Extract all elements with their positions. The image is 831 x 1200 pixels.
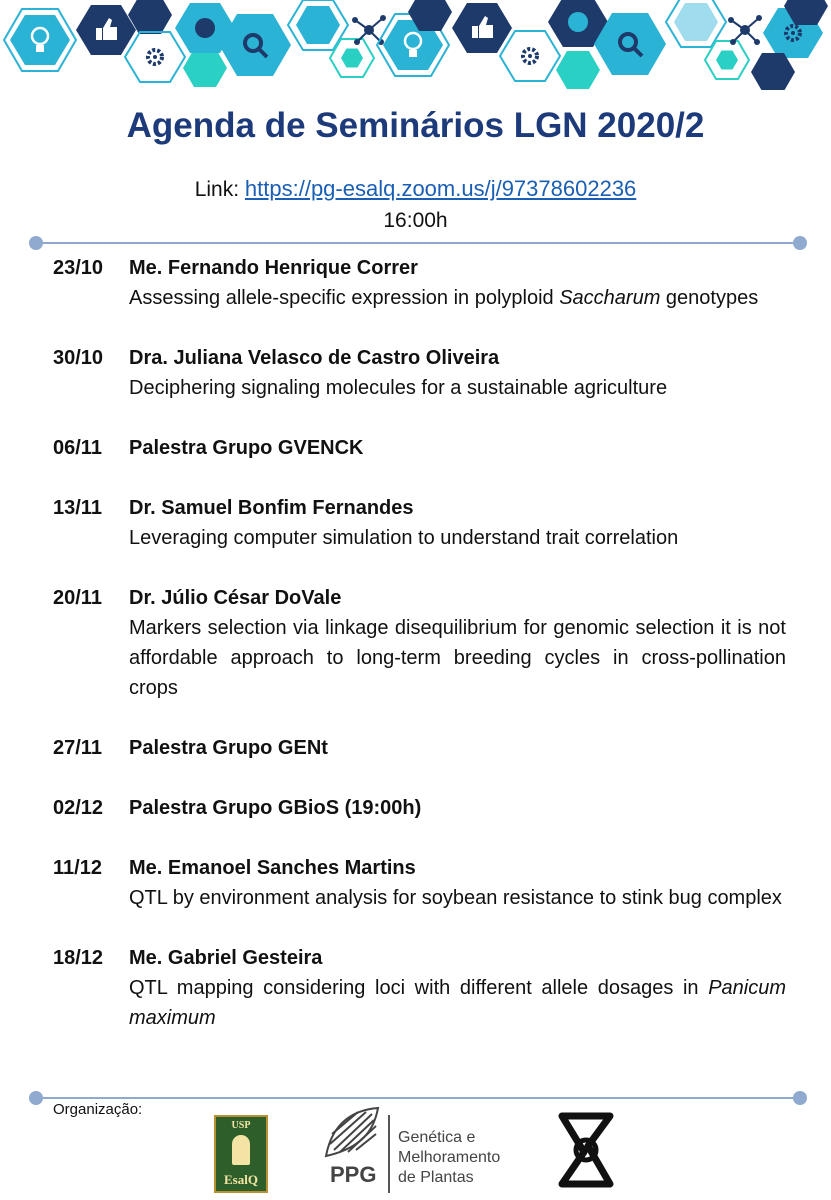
gear-icon: [125, 32, 185, 82]
seminar-speaker: Dr. Júlio César DoVale: [129, 587, 342, 609]
seminar-heading: [53, 583, 786, 613]
seminar-speaker: Me. Emanoel Sanches Martins: [129, 857, 416, 879]
seminar-talk-title: [129, 883, 786, 913]
seminar-talk-title: [129, 973, 786, 1033]
seminar-heading: [53, 733, 786, 763]
seminar-heading: [53, 793, 786, 823]
talk-title-text: Deciphering signaling molecules for a sustainable agriculture: [129, 377, 668, 399]
esalq-logo-bottom: EsalQ: [224, 1172, 258, 1187]
bottom-divider-dot-right: [793, 1091, 807, 1105]
seminar-date: 18/12: [53, 947, 104, 969]
ppg-abbreviation: PPG: [330, 1162, 377, 1187]
seminar-date: 11/12: [53, 857, 102, 879]
top-divider: [36, 242, 800, 244]
seminar-date: 27/11: [53, 737, 102, 759]
seminar-entry: [53, 433, 786, 463]
esalq-logo-top: USP: [231, 1120, 251, 1131]
seminar-date: 02/12: [53, 797, 104, 819]
seminar-speaker: Palestra Grupo GBioS (19:00h): [129, 797, 422, 819]
lightbulb-icon: [4, 9, 76, 71]
seminar-date: 20/11: [53, 587, 102, 609]
seminar-entry: [53, 583, 786, 703]
esalq-logo: [214, 1115, 268, 1193]
bottom-divider: [36, 1097, 800, 1099]
talk-title-species: Panicum maximum: [129, 977, 786, 1029]
link-label: Link:: [194, 178, 245, 201]
ppg-program-name: [398, 1128, 500, 1188]
seminar-entry: [53, 943, 786, 1033]
genetics-department-logo: [558, 1112, 614, 1188]
thumbs-up-icon: [76, 5, 136, 55]
page-title: Agenda de Seminários LGN 2020/2: [126, 106, 705, 145]
talk-title-text-end: genotypes: [660, 287, 759, 309]
zoom-link[interactable]: https://pg-esalq.zoom.us/j/97378602236: [244, 176, 637, 201]
seminar-date: 06/11: [53, 437, 102, 459]
seminar-date: 13/11: [53, 497, 102, 519]
seminar-date: 23/10: [53, 257, 104, 279]
seminar-talk-title: [129, 283, 786, 313]
esalq-building-icon: [232, 1135, 250, 1165]
seminar-heading: [53, 493, 786, 523]
seminar-speaker: Palestra Grupo GENt: [129, 737, 328, 759]
seminar-entry: [53, 493, 786, 553]
seminar-entry: [53, 253, 786, 313]
seminar-speaker: Me. Gabriel Gesteira: [129, 947, 323, 969]
hexagon-banner: [0, 0, 831, 90]
seminar-entry: [53, 853, 786, 913]
seminar-heading: [53, 343, 786, 373]
seminar-entry: [53, 733, 786, 763]
thumbs-up-icon: [452, 3, 512, 53]
seminar-talk-title: [129, 523, 786, 553]
seminar-heading: [53, 433, 786, 463]
network-icon: [352, 15, 386, 45]
top-divider-dot-left: [29, 236, 43, 250]
ppg-name-line3: de Plantas: [398, 1169, 474, 1186]
seminar-speaker: Palestra Grupo GVENCK: [129, 437, 364, 459]
meeting-link-line: [0, 176, 831, 202]
top-divider-dot-right: [793, 236, 807, 250]
organization-label: Organização:: [53, 1101, 143, 1118]
meeting-time: 16:00h: [383, 209, 448, 232]
ppg-leaf-icon: [322, 1104, 382, 1160]
network-icon: [728, 15, 762, 45]
seminar-speaker: Me. Fernando Henrique Correr: [129, 257, 418, 279]
gear-icon: [500, 31, 560, 81]
ppg-divider: [388, 1115, 390, 1193]
seminar-schedule: [53, 253, 786, 1063]
ppg-name-line2: Melhoramento: [398, 1149, 501, 1166]
seminar-speaker: Dra. Juliana Velasco de Castro Oliveira: [129, 347, 500, 369]
talk-title-text: QTL mapping considering loci with different allele dosages in: [129, 977, 709, 999]
talk-title-species: Saccharum: [559, 287, 661, 309]
seminar-entry: [53, 793, 786, 823]
seminar-talk-title: [129, 373, 786, 403]
talk-title-text: Leveraging computer simulation to understand trait correlation: [129, 527, 679, 549]
seminar-talk-title: [129, 613, 786, 703]
seminar-speaker: Dr. Samuel Bonfim Fernandes: [129, 497, 414, 519]
seminar-heading: [53, 943, 786, 973]
seminar-entry: [53, 343, 786, 403]
talk-title-text: Assessing allele-specific expression in polyploid: [129, 287, 560, 309]
bottom-divider-dot-left: [29, 1091, 43, 1105]
talk-title-text: Markers selection via linkage disequilibrium for genomic selection it is not affordable approach to long-term breeding cycles in cross-pollination crops: [129, 617, 786, 699]
seminar-date: 30/10: [53, 347, 104, 369]
talk-title-text: QTL by environment analysis for soybean resistance to stink bug complex: [129, 887, 782, 909]
seminar-heading: [53, 853, 786, 883]
ppg-name-line1: Genética e: [398, 1129, 476, 1146]
seminar-heading: [53, 253, 786, 283]
